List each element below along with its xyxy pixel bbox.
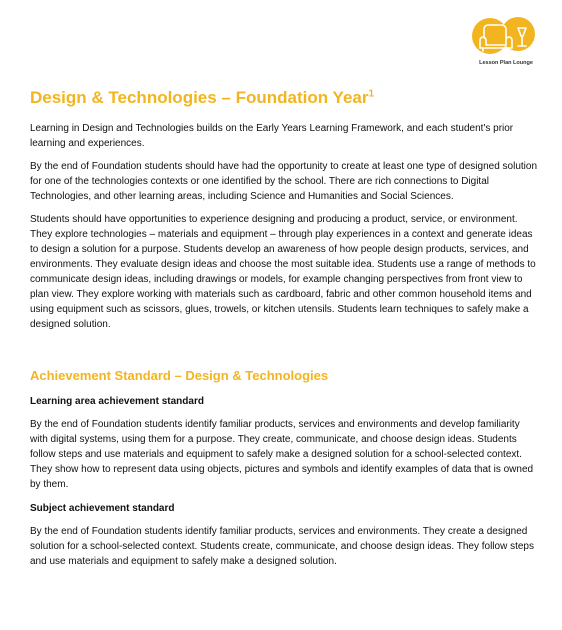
document-body — [30, 88, 540, 569]
achievement-standard-heading: Achievement Standard – Design & Technologies — [30, 368, 329, 383]
footnote-marker: 1 — [368, 88, 375, 100]
armchair-lounge-icon — [468, 14, 544, 60]
learning-area-heading: Learning area achievement standard — [30, 396, 204, 407]
learning-area-paragraph: By the end of Foundation students identify familiar products, services and environments and develop familiarity with digital systems, using them for a purpose. They create, communicate, and choose design ideas. Students follow steps and use materials and equipment to safely make a designed solution for a school-selected context. They show how to represent data using objects, pictures and symbols and identify examples of data that is owned by them. — [30, 419, 534, 490]
subject-paragraph: By the end of Foundation students identify familiar products, services and environments. They create a designed solution for a school-selected context. Students create, communicate, and choose design ideas. They follow steps and use materials and equipment to safely make a designed solution. — [30, 526, 534, 567]
page-title — [30, 88, 540, 108]
intro-paragraph-3: Students should have opportunities to experience designing and producing a product, service, or environment. They explore technologies – materials and equipment – through play experiences in a context and generate ideas to design a solution for a purpose. Students develop an awareness of how people design products, services, and environments. They evaluate design ideas and choose the most suitable idea. Students use a range of methods to communicate design ideas, including drawings or models, for example changing perspectives from front view to plan view. They explore working with materials such as cardboard, fabric and other common household items and using equipment such as scissors, glues, trowels, or kitchen utensils. Students learn techniques to safely make a designed solution. — [30, 214, 536, 330]
intro-paragraph-2: By the end of Foundation students should have had the opportunity to create at least one type of designed solution for one of the technologies contexts or one identified by the school. There are rich connections to Digital Technologies, and other learning areas, including Science and Humanities and Social Sciences. — [30, 161, 538, 202]
logo-text: Lesson Plan Lounge — [479, 60, 533, 66]
subject-heading: Subject achievement standard — [30, 503, 175, 514]
page-title-text: Design & Technologies – Foundation Year — [30, 88, 369, 107]
lesson-plan-lounge-logo — [468, 14, 544, 70]
intro-paragraph-1: Learning in Design and Technologies builds on the Early Years Learning Framework, and each student's prior learning and experiences. — [30, 123, 514, 149]
